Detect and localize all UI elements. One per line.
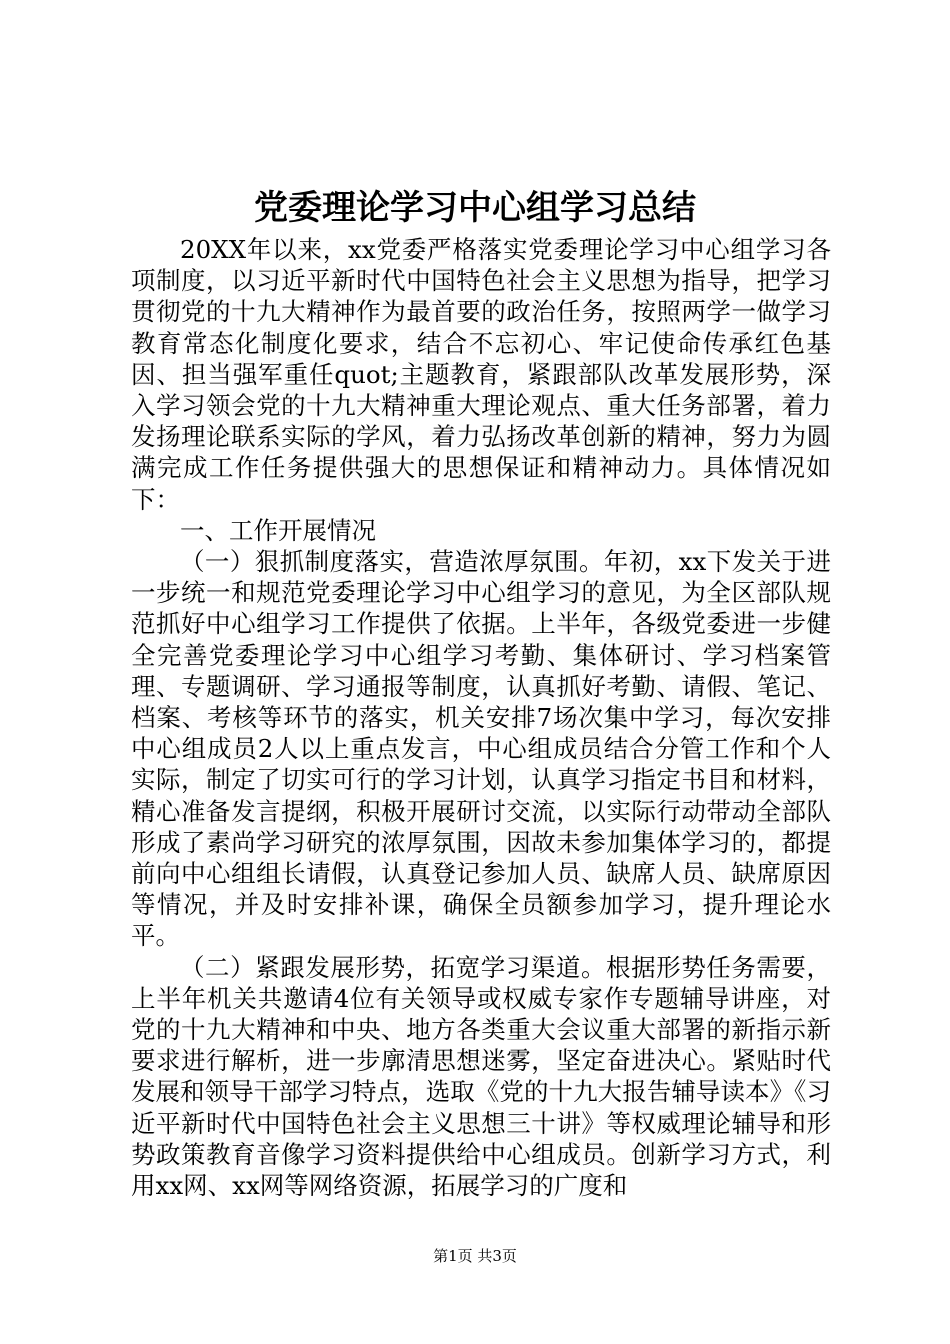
intro-paragraph: 20XX年以来，xx党委严格落实党委理论学习中心组学习各项制度，以习近平新时代中国特色社会主义思想为指导，把学习贯彻党的十九大精神作为最首要的政治任务，按照两学一做学习教育常态化制度化要求，结合不忘初心、牢记使命传承红色基因、担当强军重任quot;主题教育，紧跟部队改革发展形势，深入学习领会党的十九大精神重大理论观点、重大任务部署，着力发扬理论联系实际的学风，着力弘扬改革创新的精神，努力为圆满完成工作任务提供强大的思想保证和精神动力。具体情况如下： <box>131 235 831 514</box>
document-body <box>131 234 831 1201</box>
section-heading: 一、工作开展情况 <box>180 515 376 545</box>
subsection-2-paragraph: （二）紧跟发展形势，拓宽学习渠道。根据形势任务需要，上半年机关共邀请4位有关领导或权威专家作专题辅导讲座，对党的十九大精神和中央、地方各类重大会议重大部署的新指示新要求进行解析，进一步廓清思想迷雾，坚定奋进决心。紧贴时代发展和领导干部学习特点，选取《党的十九大报告辅导读本》《习近平新时代中国特色社会主义思想三十讲》等权威理论辅导和形势政策教育音像学习资料提供给中心组成员。创新学习方式，利用xx网、xx网等网络资源，拓展学习的广度和 <box>131 952 831 1201</box>
page-number-footer: 第1页 共3页 <box>433 1247 517 1265</box>
document-title: 党委理论学习中心组学习总结 <box>254 188 696 228</box>
subsection-1-paragraph: （一）狠抓制度落实，营造浓厚氛围。年初，xx下发关于进一步统一和规范党委理论学习中心组学习的意见，为全区部队规范抓好中心组学习工作提供了依据。上半年，各级党委进一步健全完善党委理论学习中心组学习考勤、集体研讨、学习档案管理、专题调研、学习通报等制度，认真抓好考勤、请假、笔记、档案、考核等环节的落实，机关安排7场次集中学习，每次安排中心组成员2人以上重点发言，中心组成员结合分管工作和个人实际，制定了切实可行的学习计划，认真学习指定书目和材料，精心准备发言提纲，积极开展研讨交流，以实际行动带动全部队形成了素尚学习研究的浓厚氛围，因故未参加集体学习的，都提前向中心组组长请假，认真登记参加人员、缺席人员、缺席原因等情况，并及时安排补课，确保全员额参加学习，提升理论水平。 <box>131 547 831 951</box>
